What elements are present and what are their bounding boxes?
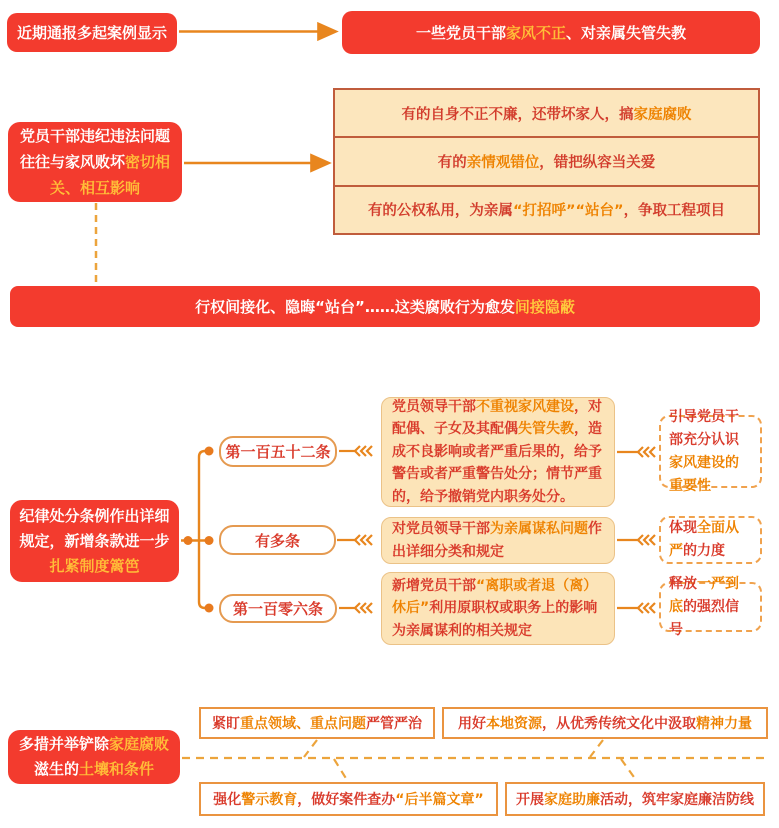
rich-text: 对党员领导干部为亲属谋私问题作出详细分类和规定 — [392, 521, 602, 560]
rich-text: 第一百零六条 — [232, 600, 323, 618]
rich-text: 释放一严到底的强烈信号 — [669, 575, 739, 638]
rich-text: 行权间接化、隐晦“站台”……这类腐败行为愈发间接隐蔽 — [195, 298, 575, 316]
rich-text: 党员领导干部不重视家风建设，对配偶、子女及其配偶失管失教，造成不良影响或者严重后果的，给予警告或者严重警告处分；情节严重的，给予撤销党内职务处分。 — [392, 398, 602, 505]
family-corruption-source-box — [8, 122, 182, 202]
rich-text: 有的公权私用，为亲属“打招呼”“站台”，争取工程项目 — [367, 203, 726, 220]
rich-text: 纪律处分条例作出详细规定，新增条款进一步扎紧制度篱笆 — [19, 506, 170, 575]
rich-text: 用好本地资源，从优秀传统文化中汲取精神力量 — [458, 716, 752, 732]
rich-text: 新增党员干部“离职或者退（离）休后”利用原职权或职务上的影响为亲属谋利的相关规定 — [392, 577, 598, 639]
clause-106-label-box — [219, 594, 337, 623]
rich-text: 开展家庭助廉活动，筑牢家庭廉洁防线 — [516, 792, 754, 808]
regulation-tree — [181, 451, 205, 608]
rich-text: 有的自身不正不廉，还带坏家人，搞家庭腐败 — [401, 106, 692, 123]
rich-text: 一些党员干部家风不正、对亲属失管失教 — [415, 23, 687, 42]
rich-text: 第一百五十二条 — [225, 443, 331, 461]
rich-text: 近期通报多起案例显示 — [16, 23, 167, 42]
measures-source-box — [8, 730, 180, 784]
note-family-importance-box — [659, 408, 762, 494]
misconduct-result-box — [342, 11, 760, 54]
rich-text: 多措并举铲除家庭腐败滋生的土壤和条件 — [18, 735, 170, 778]
regulation-source-box — [10, 500, 179, 582]
case-display-box — [7, 13, 177, 52]
hidden-corruption-banner — [10, 286, 760, 327]
note-signal-box — [659, 575, 762, 638]
note-strictness-box — [659, 516, 762, 564]
rich-text: 紧盯重点领域、重点问题严管严治 — [212, 716, 422, 732]
rich-text: 强化警示教育，做好案件查办“后半篇文章” — [213, 792, 484, 808]
example-row-1 — [335, 90, 758, 136]
example-row-3 — [335, 185, 758, 233]
measure-local-resources-box — [442, 707, 768, 739]
measures-dashed-connectors — [182, 740, 768, 780]
measure-warning-education-box — [199, 782, 498, 816]
rich-text: 有的亲情观错位，错把纵容当关爱 — [437, 154, 656, 171]
example-row-2 — [335, 136, 758, 184]
rich-text: 体现全面从严的力度 — [669, 520, 739, 559]
clause-152-detail-box — [381, 397, 615, 507]
rich-text: 党员干部违纪违法问题往往与家风败坏密切相关、相互影响 — [19, 127, 171, 197]
clause-152-label-box — [219, 436, 337, 467]
clause-multiple-detail-box — [381, 517, 615, 564]
clause-106-detail-box — [381, 572, 615, 645]
measure-key-areas-box — [199, 707, 435, 739]
rich-text: 引导党员干部充分认识家风建设的重要性 — [669, 408, 739, 494]
example-stack — [333, 88, 760, 235]
clause-multiple-label-box — [219, 525, 336, 555]
measure-family-integrity-box — [505, 782, 765, 816]
rich-text: 有多条 — [254, 531, 300, 550]
